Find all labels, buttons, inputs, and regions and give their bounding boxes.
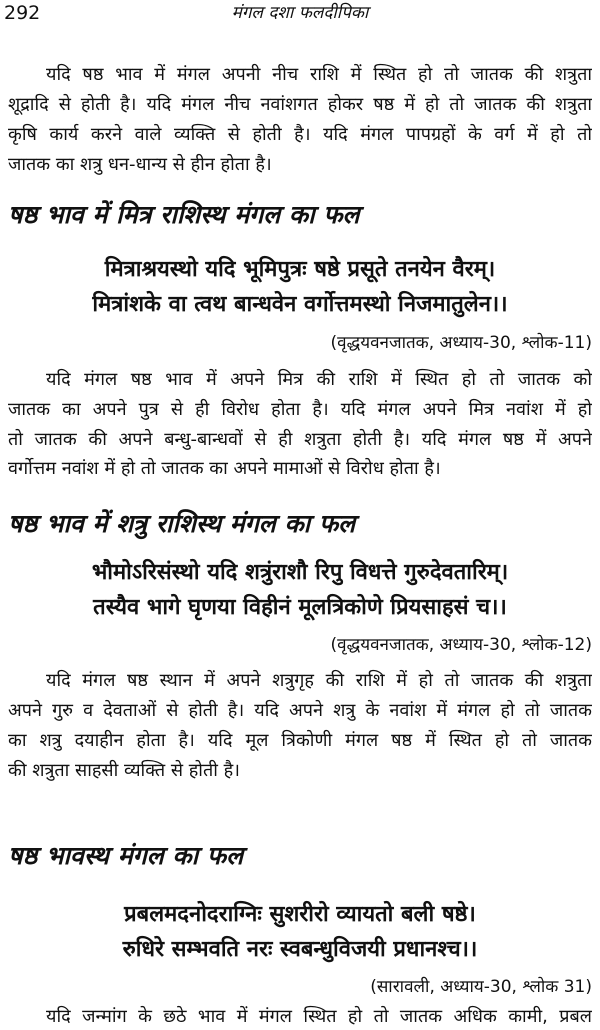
paragraph-line: तो जातक की अपने बन्धु-बान्धवों से ही शत्रुता होती है। यदि मंगल षष्ठ में अपने	[8, 429, 592, 450]
paragraph-line: की शत्रुता साहसी व्यक्ति से होती है।	[8, 760, 240, 781]
page-number: 292	[4, 2, 41, 24]
paragraph-line: यदि मंगल षष्ठ भाव में अपने मित्र की राशि में स्थित हो तो जातक को	[46, 369, 592, 390]
paragraph-line: यदि जन्मांग के छठे भाव में मंगल स्थित हो तो जातक अधिक कामी, प्रबल	[46, 1006, 592, 1027]
paragraph-line: जातक का शत्रु धन-धान्य से हीन होता है।	[8, 154, 272, 175]
paragraph-line: यदि षष्ठ भाव में मंगल अपनी नीच राशि में स्थित हो तो जातक की शत्रुता	[46, 64, 592, 85]
paragraph-line: शूद्रादि से होती है। यदि मंगल नीच नवांशगत होकर षष्ठ में हो तो जातक की शत्रुता	[8, 94, 592, 115]
section-heading: षष्ठ भाव में मित्र राशिस्थ मंगल का फल	[8, 200, 360, 229]
paragraph-line: अपने गुरु व देवताओं से होती है। यदि अपने शत्रु के नवांश में मंगल हो तो जातक	[8, 700, 592, 721]
paragraph-line: जातक का अपने पुत्र से ही विरोध होता है। यदि मंगल अपने मित्र नवांश में हो	[8, 399, 592, 420]
running-title: मंगल दशा फलदीपिका	[231, 3, 369, 23]
section-heading: षष्ठ भाव में शत्रु राशिस्थ मंगल का फल	[8, 509, 356, 538]
verse-line: मित्राश्रयस्थो यदि भूमिपुत्रः षष्ठे प्रसूते तनयेन वैरम्।	[104, 257, 496, 282]
citation: (वृद्धयवनजातक, अध्याय-30, श्लोक-12)	[330, 635, 592, 655]
paragraph-line: वर्गोत्तम नवांश में हो तो जातक का अपने मामाओं से विरोध होता है।	[8, 458, 441, 479]
citation: (वृद्धयवनजातक, अध्याय-30, श्लोक-11)	[330, 333, 592, 353]
paragraph-line: कृषि कार्य करने वाले व्यक्ति से होती है। यदि मंगल पापग्रहों के वर्ग में हो तो	[8, 124, 592, 145]
citation: (सारावली, अध्याय-30, श्लोक 31)	[370, 977, 592, 997]
paragraph-line: का शत्रु दयाहीन होता है। यदि मूल त्रिकोणी मंगल षष्ठ में स्थित हो तो जातक	[8, 730, 592, 751]
section-heading: षष्ठ भावस्थ मंगल का फल	[8, 841, 244, 870]
verse-line: भौमोऽरिसंस्थो यदि शत्रुंराशौ रिपु विधत्ते गुरुदेवतारिम्।	[91, 560, 509, 585]
verse-line: रुधिरे सम्भवति नरः स्वबन्धुविजयी प्रधानश्च।।	[122, 937, 478, 962]
verse-line: प्रबलमदनोदराग्निः सुशरीरो व्यायतो बली षष्ठे।	[124, 902, 476, 927]
verse-line: तस्यैव भागे घृणया विहीनं मूलत्रिकोणे प्रियसाहसं च।।	[93, 595, 507, 620]
paragraph-line: यदि मंगल षष्ठ स्थान में अपने शत्रुगृह की राशि में हो तो जातक की शत्रुता	[46, 670, 592, 691]
verse-line: मित्रांशके वा त्वथ बान्धवेन वर्गोत्तमस्थो निजमातुलेन।।	[92, 292, 508, 317]
